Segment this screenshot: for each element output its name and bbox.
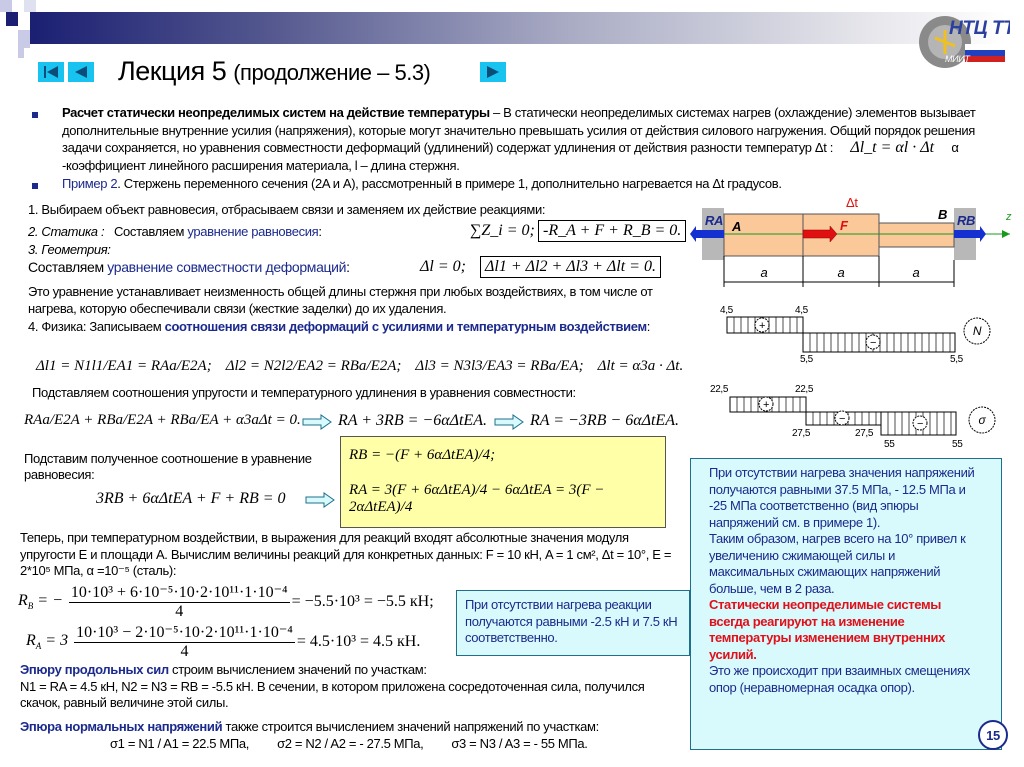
compatibility-substituted: RAa/E2A + RBa/E2A + RBa/EA + α3aΔt = 0. (24, 412, 301, 428)
sign-plus: + (758, 320, 766, 332)
ra-numerator: 10·10³ − 2·10⁻⁵·10·2·10¹¹·1·10⁻⁴ (76, 624, 293, 641)
decor-square (6, 12, 18, 26)
sigma-value: 27,5 (855, 428, 874, 439)
step-3-label (28, 242, 111, 257)
stress-value: σ3 = N3 / A3 = - 55 МПа. (451, 735, 588, 751)
label-b-point: B (938, 207, 948, 222)
colon: : (346, 259, 350, 275)
example-line (62, 176, 782, 191)
sigma-value: 55 (884, 439, 895, 450)
first-slide-button[interactable] (38, 62, 64, 82)
equilibrium-sum: ∑Z_i = 0; (470, 222, 535, 239)
n-value: 4,5 (720, 305, 733, 316)
intro-tail: α -коэффициент линейного расширения материала, l – длина стержня. (62, 140, 959, 173)
substitution-text: Подставляем соотношения упругости и температурного удлинения в уравнения совместности: (32, 385, 576, 400)
numeric-data-text: Теперь, при температурном воздействии, в выражения для реакций входят абсолютные значения модуля упругости E и площади A. Вычислим величины реакций для конкретных данных: F = 10 кН, A = 1 см², Δt = 10°, E = 2*10⁵ МПа, α =10⁻⁵ (сталь): (20, 530, 672, 578)
logo (915, 8, 1010, 72)
step-3 (28, 259, 350, 275)
svg-text:МИИТ: МИИТ (945, 54, 970, 64)
decor-square (18, 30, 30, 48)
n-value: 5,5 (800, 354, 813, 365)
sign-plus: + (762, 399, 770, 411)
example-label: Пример 2 (62, 176, 118, 191)
n-value: 4,5 (795, 305, 808, 316)
dimension-a: a (912, 265, 920, 280)
compatibility-explanation: Это уравнение устанавливает неизменность общей длины стержня при любых воздействиях, в том числе от нагрева, которую обеспечивали связи (жесткие заделки) до их удаления. (28, 284, 653, 316)
intro-heading: Расчет статически неопределимых систем на действие температуры (62, 105, 490, 120)
ra-formula: RA = 3(F + 6αΔtEA)/4 − 6αΔtEA = 3(F − 2αΔtEA)/4 (349, 482, 605, 515)
stress-comparison-note (690, 458, 1002, 750)
normal-force-values: N1 = RA = 4.5 кН, N2 = N3 = RB = -5.5 кН. В сечении, в котором приложена сосредоточенная сила, получился скачок, равный величине этой силы. (20, 678, 645, 710)
step-4-label: 4. Физика: (28, 319, 87, 334)
normal-force-intro: строим вычислением значений по участкам: (168, 662, 427, 677)
label-delta-t: Δt (846, 195, 858, 210)
arrow-right-icon (305, 492, 335, 508)
equilibrium-equation: -R_A + F + R_B = 0. (538, 220, 686, 242)
ra-expression: RA = −3RB − 6αΔtEA. (530, 412, 679, 429)
normal-force-diagram-text (20, 662, 685, 712)
step-3-label-text: 3. Геометрия: (28, 242, 111, 257)
bar-diagram (680, 195, 1024, 455)
sigma-value: 27,5 (792, 428, 811, 439)
physics-relation: Δlt = α3a · Δt. (597, 358, 684, 374)
rb-numerator: 10·10³ + 6·10⁻⁵·10·2·10¹¹·1·10⁻⁴ (70, 584, 288, 601)
page-title (118, 56, 430, 87)
sign-minus: − (869, 337, 877, 349)
rb-calculation: $R_B$ = − $\frac{\text{10·10³ + 6·10⁻⁵·10·2·10¹¹·1·10⁻⁴}}{4}$ = −5.5·10³ = −5.5 кН; (18, 584, 434, 620)
physics-relations (36, 358, 683, 375)
no-heating-reactions-note: При отсутствии нагрева реакции получаются равными -2.5 кН и 7.5 кН соответственно. (456, 590, 690, 656)
arrow-right-icon (494, 414, 524, 430)
rb-formula: RB = −(F + 6αΔtEA)/4; (349, 447, 496, 463)
stress-value: σ1 = N1 / A1 = 22.5 МПа, (110, 735, 250, 751)
sign-minus: − (916, 418, 924, 430)
step-4-text: Записываем (86, 319, 165, 334)
svg-text:НТЦ ТТ: НТЦ ТТ (949, 18, 1010, 39)
page-number: 15 (978, 720, 1008, 750)
physics-relation: Δl1 = N1l1/EA1 = RAa/E2A; (36, 358, 212, 374)
ra-calculation: $R_A = 3$ $\frac{\text{10·10³ − 2·10⁻⁵·10·2·10¹¹·1·10⁻⁴}}{4}$ = 4.5·10³ = 4.5 кН. (26, 624, 421, 660)
n-value: 5,5 (950, 354, 963, 365)
ra-denominator: 4 (180, 643, 189, 660)
compatibility-simplified: RA + 3RB = −6αΔtEA. (338, 412, 487, 429)
bar-wide-section (724, 214, 879, 256)
step-2 (28, 224, 322, 239)
note-conclusion: Статически неопределимые системы всегда реагируют на изменение температуры изменением внутренних усилий. (709, 597, 946, 662)
label-a-point: A (732, 219, 742, 234)
reactions-result-box (340, 436, 666, 528)
title-main: Лекция 5 (118, 56, 234, 86)
physics-relation: Δl2 = N2l2/EA2 = RBa/E2A; (225, 358, 402, 374)
normal-force-heading: Эпюру продольных сил (20, 662, 169, 677)
step-1: 1. Выбираем объект равновесия, отбрасываем связи и заменяем их действие реакциями: (28, 202, 546, 217)
intro-text: – В статически неопределимых системах нагрев (охлаждение) элементов вызывает дополнительные внутренние усилия (напряжения), которые могут значительно превышать усилия от действия силового нагружения. Общий порядок решения задачи сохраняется, но уравнения совместности деформаций (удлинений) содержат удлинения от действия разности температур Δt : (62, 105, 976, 155)
dimension-a: a (837, 265, 845, 280)
colon: : (318, 224, 322, 239)
intro-paragraph (62, 104, 1007, 174)
next-slide-button[interactable] (480, 62, 506, 82)
ra-result: = 4.5·10³ = 4.5 кН. (296, 632, 421, 650)
note-paragraph: Таким образом, нагрев всего на 10° привел к увеличению сжимающей силы и максимальных сжимающих напряжений больше, чем в 2 раза. (709, 531, 966, 596)
note-paragraph: При отсутствии нагрева значения напряжений получаются равными 37.5 МПа, - 12.5 МПа и -25 МПа соответственно (вид эпюры напряжений см. в примере 1). (709, 465, 975, 530)
bar-narrow-section (879, 223, 954, 247)
bullet (32, 183, 38, 189)
header-bar (30, 12, 1005, 44)
rb-denominator: 4 (175, 603, 184, 620)
physics-relation: Δl3 = N3l3/EA3 = RBa/EA; (415, 358, 584, 374)
compatibility-equation: Δl1 + Δl2 + Δl3 + Δlt = 0. (480, 256, 661, 278)
stress-value: σ2 = N2 / A2 = - 27.5 МПа, (277, 735, 424, 751)
sigma-value: 55 (952, 439, 963, 450)
decor-square (0, 0, 12, 12)
step-2-highlight: уравнение равновесия (187, 224, 319, 239)
equilibrium-substituted: 3RB + 6αΔtEA + F + RB = 0 (96, 490, 286, 507)
previous-slide-button[interactable] (68, 62, 94, 82)
label-force: F (840, 218, 848, 233)
label-rb: RB (957, 213, 976, 228)
step-4: 4. Физика: Записываем соотношения связи деформаций с усилиями и температурным воздействием: (28, 319, 651, 334)
intro-formula: Δl_t = αl · Δt (850, 139, 935, 156)
sigma-value: 22,5 (710, 384, 729, 395)
sigma-label: σ (978, 413, 986, 427)
compatibility-zero: Δl = 0; (420, 258, 466, 275)
step-4-highlight: соотношения связи деформаций с усилиями и температурным воздействием (164, 319, 647, 334)
arrow-right-icon (302, 414, 332, 430)
step-2-text: Составляем (114, 224, 188, 239)
stress-diagram-text (20, 719, 685, 752)
dimension-a: a (760, 265, 768, 280)
title-subtitle: (продолжение – 5.3) (233, 60, 431, 85)
stress-intro: также строится вычислением значений напряжений по участкам: (222, 719, 599, 734)
rb-result: = −5.5·10³ = −5.5 кН; (291, 592, 434, 610)
n-label: N (972, 324, 982, 338)
decor-square (18, 48, 24, 58)
note-paragraph: Это же происходит при взаимных смещениях опор (неравномерная осадка опор). (709, 663, 970, 695)
label-z: z (1006, 211, 1012, 223)
decor-square (24, 0, 36, 12)
example-text: . Стержень переменного сечения (2A и A), рассмотренный в примере 1, дополнительно нагревается на Δt градусов. (117, 176, 782, 191)
step-3-text: Составляем (28, 259, 108, 275)
step-2-label: 2. Статика : (28, 224, 105, 239)
sigma-value: 22,5 (795, 384, 814, 395)
label-ra: RA (705, 213, 724, 228)
bullet (32, 112, 38, 118)
stress-heading: Эпюра нормальных напряжений (20, 719, 223, 734)
substitution-text-2: Подставим полученное соотношение в уравнение равновесия: (24, 451, 312, 482)
sign-minus: − (838, 413, 846, 425)
step-3-highlight: уравнение совместности деформаций (107, 259, 347, 275)
